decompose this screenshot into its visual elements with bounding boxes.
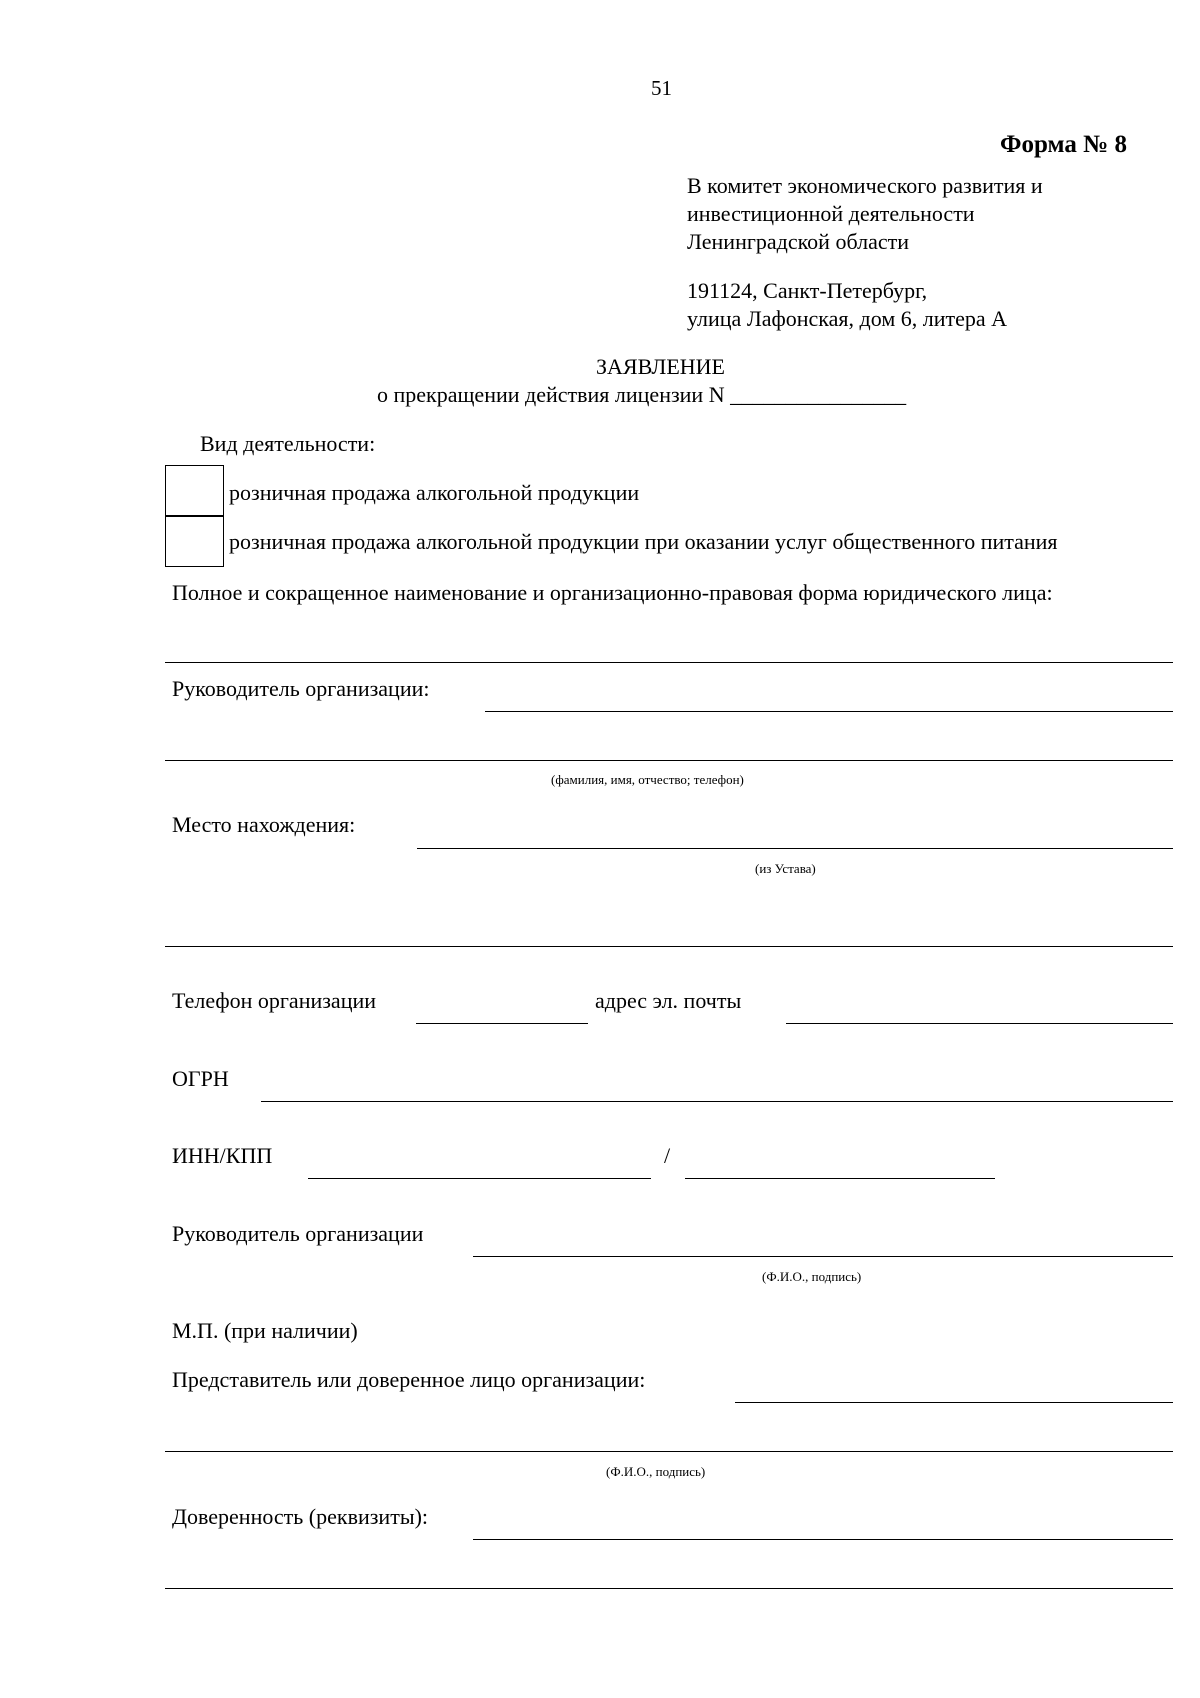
- email-label: адрес эл. почты: [595, 988, 742, 1013]
- stamp-label: М.П. (при наличии): [172, 1318, 358, 1343]
- representative-field[interactable]: [735, 1402, 1173, 1403]
- org-name-field[interactable]: [165, 662, 1173, 663]
- representative-hint: (Ф.И.О., подпись): [606, 1464, 706, 1479]
- head-sign-hint: (Ф.И.О., подпись): [762, 1269, 862, 1284]
- head-label: Руководитель организации:: [172, 676, 430, 701]
- ogrn-field[interactable]: [261, 1101, 1173, 1102]
- representative-label: Представитель или доверенное лицо организации:: [172, 1367, 646, 1392]
- head-field-line-2[interactable]: [165, 760, 1173, 761]
- document-title: ЗАЯВЛЕНИЕ: [596, 354, 725, 379]
- activity-option-retail: розничная продажа алкогольной продукции: [229, 480, 640, 505]
- inn-kpp-label: ИНН/КПП: [172, 1143, 273, 1168]
- activity-checkbox-retail[interactable]: [165, 465, 224, 517]
- location-hint: (из Устава): [755, 861, 816, 876]
- activity-option-catering: розничная продажа алкогольной продукции при оказании услуг общественного питания: [229, 529, 1058, 554]
- page-number: 51: [651, 76, 672, 100]
- form-number: Форма № 8: [1000, 131, 1127, 158]
- ogrn-label: ОГРН: [172, 1066, 229, 1091]
- power-of-attorney-field-line-2[interactable]: [165, 1588, 1173, 1589]
- email-field[interactable]: [786, 1023, 1173, 1024]
- head-sign-label: Руководитель организации: [172, 1221, 424, 1246]
- addressee-line-3: Ленинградской области: [687, 229, 909, 254]
- org-name-label: Полное и сокращенное наименование и организационно-правовая форма юридического лица:: [172, 580, 1053, 605]
- location-label: Место нахождения:: [172, 812, 356, 837]
- head-field[interactable]: [485, 711, 1173, 712]
- head-sign-field[interactable]: [473, 1256, 1173, 1257]
- inn-field[interactable]: [308, 1178, 651, 1179]
- kpp-field[interactable]: [685, 1178, 995, 1179]
- addressee-line-1: В комитет экономического развития и: [687, 173, 1043, 198]
- phone-field[interactable]: [416, 1023, 588, 1024]
- addressee-address-2: улица Лафонская, дом 6, литера А: [687, 306, 1008, 331]
- location-field-line-2[interactable]: [165, 946, 1173, 947]
- power-of-attorney-label: Доверенность (реквизиты):: [172, 1504, 429, 1529]
- inn-kpp-separator: /: [664, 1143, 671, 1168]
- phone-label: Телефон организации: [172, 988, 377, 1013]
- power-of-attorney-field[interactable]: [473, 1539, 1173, 1540]
- activity-label: Вид деятельности:: [200, 431, 376, 456]
- head-hint: (фамилия, имя, отчество; телефон): [551, 772, 744, 787]
- document-subtitle: о прекращении действия лицензии N ________________: [377, 382, 907, 407]
- representative-field-line-2[interactable]: [165, 1451, 1173, 1452]
- activity-checkbox-catering[interactable]: [165, 515, 224, 567]
- addressee-line-2: инвестиционной деятельности: [687, 201, 975, 226]
- addressee-address-1: 191124, Санкт-Петербург,: [687, 278, 928, 303]
- location-field[interactable]: [417, 848, 1173, 849]
